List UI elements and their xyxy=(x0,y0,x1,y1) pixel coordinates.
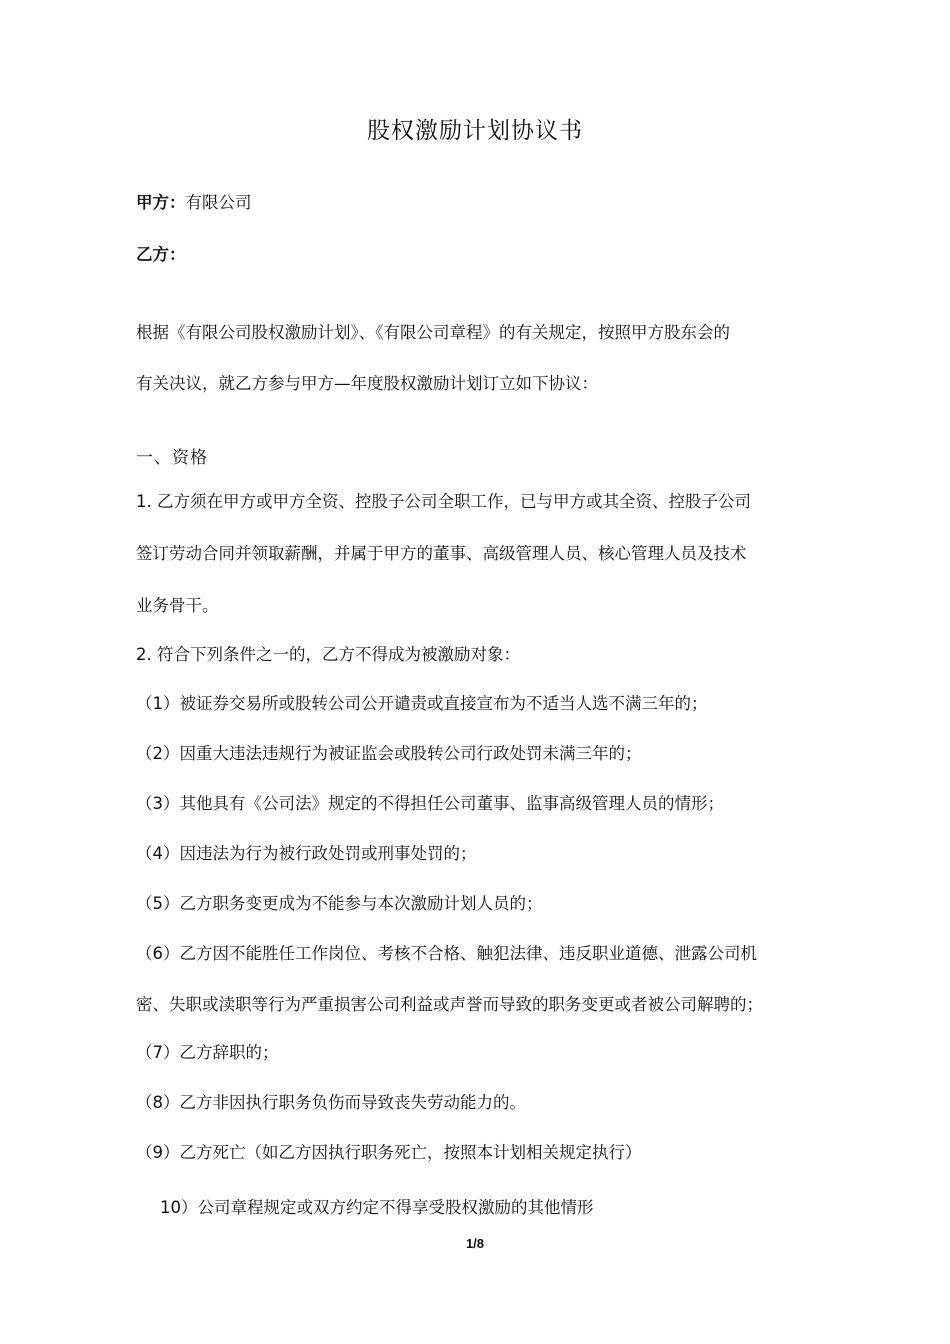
party-a-line xyxy=(136,191,252,215)
condition-3: （3）其他具有《公司法》规定的不得担任公司董事、监事高级管理人员的情形； xyxy=(136,794,724,813)
section-heading-qualification: 一、资格 xyxy=(136,448,208,468)
item-2-line: 2. 符合下列条件之一的，乙方不得成为被激励对象： xyxy=(136,645,520,664)
condition-9: （9）乙方死亡（如乙方因执行职务死亡，按照本计划相关规定执行） xyxy=(136,1143,642,1162)
item-1-line-1: 1. 乙方须在甲方或甲方全资、控股子公司全职工作，已与甲方或其全资、控股子公司 xyxy=(136,492,751,511)
document-title: 股权激励计划协议书 xyxy=(367,118,583,144)
condition-7: （7）乙方辞职的； xyxy=(136,1043,279,1062)
condition-8: （8）乙方非因执行职务负伤而导致丧失劳动能力的。 xyxy=(136,1093,526,1112)
party-a-value: 有限公司 xyxy=(185,193,252,212)
condition-1: （1）被证券交易所或股转公司公开谴责或直接宣布为不适当人选不满三年的； xyxy=(136,694,708,713)
intro-line-1: 根据《有限公司股权激励计划》、《有限公司章程》的有关规定，按照甲方股东会的 xyxy=(136,323,730,342)
intro-line-2: 有关决议，就乙方参与甲方—年度股权激励计划订立如下协议： xyxy=(136,374,598,393)
party-b-label: 乙方： xyxy=(136,245,186,264)
condition-10: 10）公司章程规定或双方约定不得享受股权激励的其他情形 xyxy=(160,1198,594,1217)
item-1-line-3: 业务骨干。 xyxy=(136,596,219,615)
condition-2: （2）因重大违法违规行为被证监会或股转公司行政处罚未满三年的； xyxy=(136,744,642,763)
party-a-label: 甲方： xyxy=(136,193,186,212)
item-1-line-2: 签订劳动合同并领取薪酬，并属于甲方的董事、高级管理人员、核心管理人员及技术 xyxy=(136,544,747,563)
condition-4: （4）因违法为行为被行政处罚或刑事处罚的； xyxy=(136,844,477,863)
condition-5: （5）乙方职务变更成为不能参与本次激励计划人员的； xyxy=(136,894,543,913)
page-number: 1/8 xyxy=(465,1236,485,1251)
condition-6-line-2: 密、失职或渎职等行为严重损害公司利益或声誉而导致的职务变更或者被公司解聘的； xyxy=(136,995,763,1014)
condition-6-line-1: （6）乙方因不能胜任工作岗位、考核不合格、触犯法律、违反职业道德、泄露公司机 xyxy=(136,944,757,963)
